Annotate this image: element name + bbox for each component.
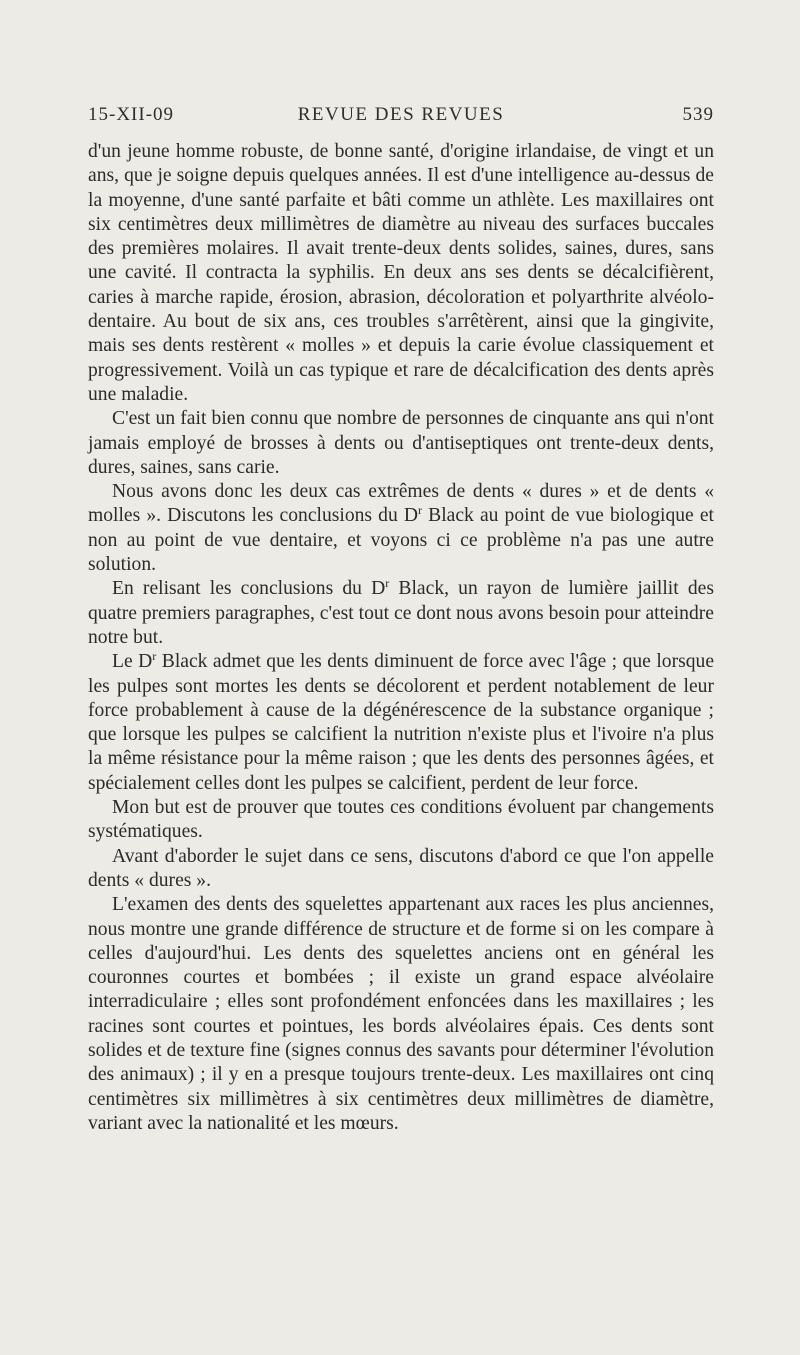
running-header bbox=[88, 104, 714, 132]
paragraph-6: Mon but est de prouver que toutes ces conditions évoluent par changements systématiques. bbox=[88, 797, 714, 843]
header-title: REVUE DES REVUES bbox=[297, 104, 505, 125]
header-date: 15-XII-09 bbox=[88, 104, 175, 125]
paragraph-3 bbox=[88, 480, 714, 577]
paragraph-3-text-a: Nous avons donc les deux cas extrêmes de dents « dures » et de dents « molles ». Discutons les conclusions du D bbox=[88, 481, 714, 527]
paragraph-3-text-b: Black au point de vue biologique et non au point de vue dentaire, et voyons ci ce problème n'a pas une autre solution. bbox=[88, 505, 715, 576]
paragraph-2: C'est un fait bien connu que nombre de personnes de cinquante ans qui n'ont jamais employé de brosses à dents ou d'antiseptiques ont trente-deux dents, dures, saines, sans carie. bbox=[88, 408, 714, 478]
paragraph-1: d'un jeune homme robuste, de bonne santé, d'origine irlandaise, de vingt et un ans, que je soigne depuis quelques années. Il est d'une intelligence au-dessus de la moyenne, d'une santé parfaite et bâti comme un athlète. Les maxillaires ont six centimètres deux millimètres de diamètre au niveau des surfaces buccales des premières molaires. Il avait trente-deux dents solides, saines, dures, sans une cavité. Il contracta la syphilis. En deux ans ses dents se décalcifièrent, caries à marche rapide, érosion, abrasion, décoloration et polyarthrite alvéolo-dentaire. Au bout de six ans, ces troubles s'arrêtèrent, ainsi que la gingivite, mais ses dents restèrent « molles » et depuis la carie évolue classiquement et progressivement. Voilà un cas typique et rare de décalcification des dents après une maladie. bbox=[88, 141, 714, 405]
article-body bbox=[88, 140, 714, 1136]
doctor-superscript: r bbox=[385, 576, 390, 591]
doctor-superscript: r bbox=[418, 503, 423, 518]
paragraph-4 bbox=[88, 577, 714, 650]
paragraph-4-text-b: Black, un rayon de lumière jaillit des quatre premiers paragraphes, c'est tout ce dont nous avons besoin pour atteindre notre but. bbox=[88, 578, 714, 648]
paragraph-8: L'examen des dents des squelettes appartenant aux races les plus anciennes, nous montre une grande différence de structure et de forme si on les compare à celles d'aujourd'hui. Les dents des squelettes anciens ont en général les couronnes courtes et bombées ; il existe un grand espace alvéolaire interradiculaire ; elles sont profondément enfoncées dans les maxillaires ; les racines sont courtes et pointues, les bords alvéolaires épais. Ces dents sont solides et de texture fine (signes connus des savants pour déterminer l'évolution des animaux) ; il y en a presque toujours trente-deux. Les maxillaires ont cinq centimètres six millimètres à six centimètres deux millimètres de diamètre, variant avec la nationalité et les mœurs. bbox=[88, 894, 714, 1134]
paragraph-7: Avant d'aborder le sujet dans ce sens, discutons d'abord ce que l'on appelle dents « dures ». bbox=[88, 845, 714, 891]
paragraph-4-text-a: En relisant les conclusions du D bbox=[112, 578, 386, 600]
page-number: 539 bbox=[682, 104, 714, 125]
paragraph-5 bbox=[88, 650, 714, 796]
paragraph-5-text-a: Le D bbox=[112, 651, 153, 673]
paragraph-5-text-b: Black admet que les dents diminuent de force avec l'âge ; que lorsque les pulpes sont mortes les dents se décolorent et perdent notablement de leur force probablement à cause de la dégénérescence de la substance organique ; que lorsque les pulpes se calcifient la nutrition n'existe plus et l'ivoire n'a plus la même résistance pour la même raison ; que les dents des personnes âgées, et spécialement celles dont les pulpes se calcifient, perdent de leur force. bbox=[88, 651, 715, 794]
doctor-superscript: r bbox=[152, 649, 157, 664]
